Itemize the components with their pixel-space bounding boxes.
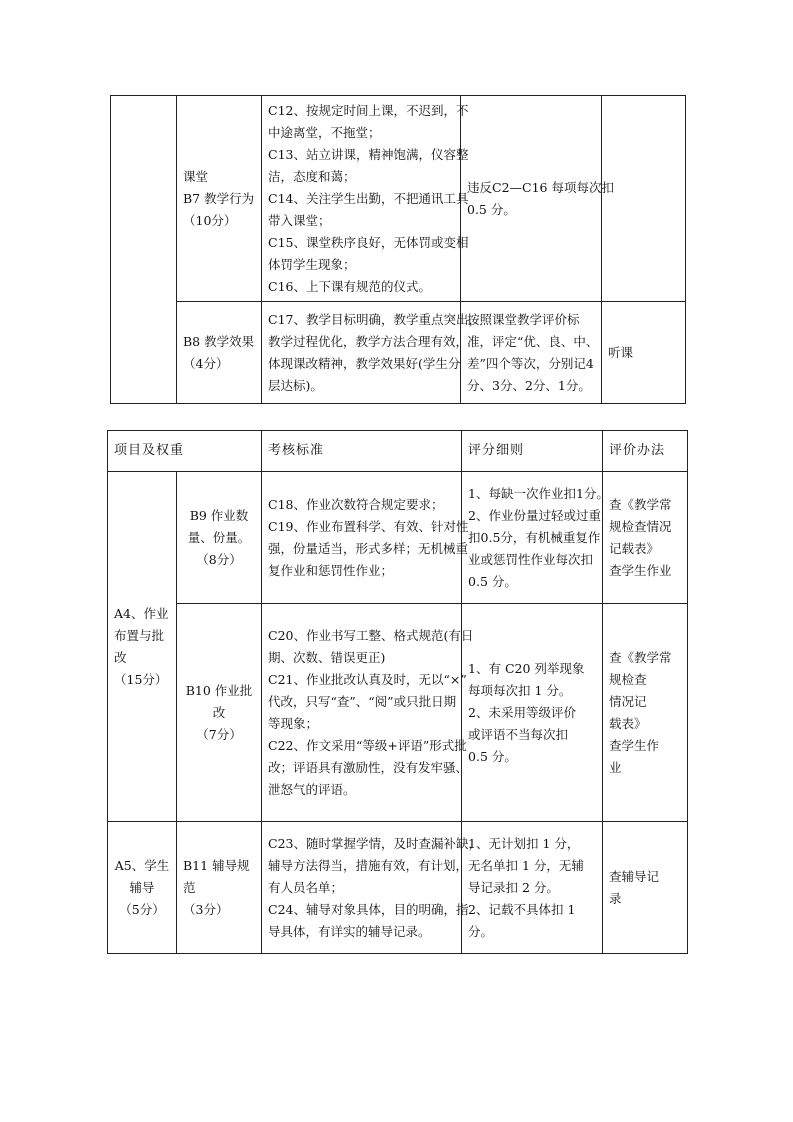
item-cell: B8 教学效果 （4分） [177,302,262,404]
method-cell: 查辅导记 录 [603,822,688,954]
method-cell: 查《教学常 规检查情况 记载表》 查学生作业 [603,472,688,604]
criteria-cell: C17、教学目标明确，教学重点突出， 教学过程优化，教学方法合理有效， 体现课改精神，教学效果好(学生分 层达标)。 [262,302,461,404]
table-row [108,472,688,604]
category-cell: A5、学生 辅导 （5分） [108,822,177,954]
table-row [108,822,688,954]
scoring-cell: 违反C2—C16 每项每次扣 0.5 分。 [461,96,602,302]
scoring-cell: 按照课堂教学评价标 准，评定“优、良、中、 差”四个等次，分别记4 分、3分、2分、1分。 [461,302,602,404]
item-cell: 课堂 B7 教学行为 （10分） [177,96,262,302]
method-cell: 听课 [602,302,686,404]
category-cell: A4、作业 布置与批 改 （15分） [108,472,177,822]
criteria-cell: C20、作业书写工整、格式规范(有日 期、次数、错误更正) C21、作业批改认真及时，无以“×” 代改，只写“查”、“阅”或只批日期 等现象； C22、作文采用“等级+评语”形式批 改；评语具有激励性，没有发牢骚、 泄怒气的评语。 [262,604,462,822]
evaluation-table [107,430,688,954]
method-cell: 查《教学常 规检查 情况记 载表》 查学生作 业 [603,604,688,822]
item-cell: B11 辅导规 范 （3分） [177,822,262,954]
scoring-cell: 1、每缺一次作业扣1分。 2、作业份量过轻或过重 扣0.5分，有机械重复作 业或惩罚性作业每次扣 0.5 分。 [462,472,603,604]
table-row [111,302,686,404]
scoring-cell: 1、无计划扣 1 分， 无名单扣 1 分，无辅 导记录扣 2 分。 2、记载不具体扣 1 分。 [462,822,603,954]
table-row [111,96,686,302]
header-criteria: 考核标准 [262,431,462,472]
item-cell: B10 作业批 改 （7分） [177,604,262,822]
criteria-cell: C18、作业次数符合规定要求； C19、作业布置科学、有效、针对性 强，份量适当，形式多样；无机械重 复作业和惩罚性作业； [262,472,462,604]
header-method: 评价办法 [603,431,688,472]
evaluation-table-continued [110,95,686,404]
header-item: 项目及权重 [108,431,262,472]
table-row [108,604,688,822]
item-cell: B9 作业数 量、份量。 （8分） [177,472,262,604]
criteria-cell: C12、按规定时间上课，不迟到，不 中途离堂，不拖堂； C13、站立讲课，精神饱满，仪容整 洁，态度和蔼； C14、关注学生出勤，不把通讯工具 带入课堂； C15、课堂秩序良好，无体罚或变相 体罚学生现象； C16、上下课有规范的仪式。 [262,96,461,302]
header-scoring: 评分细则 [462,431,603,472]
empty-item-cell [111,96,177,404]
scoring-cell: 1、有 C20 列举现象 每项每次扣 1 分。 2、未采用等级评价 或评语不当每次扣 0.5 分。 [462,604,603,822]
table-header-row [108,431,688,472]
method-cell [602,96,686,302]
criteria-cell: C23、随时掌握学情，及时查漏补缺， 辅导方法得当，措施有效，有计划， 有人员名单； C24、辅导对象具体，目的明确，指 导具体，有详实的辅导记录。 [262,822,462,954]
